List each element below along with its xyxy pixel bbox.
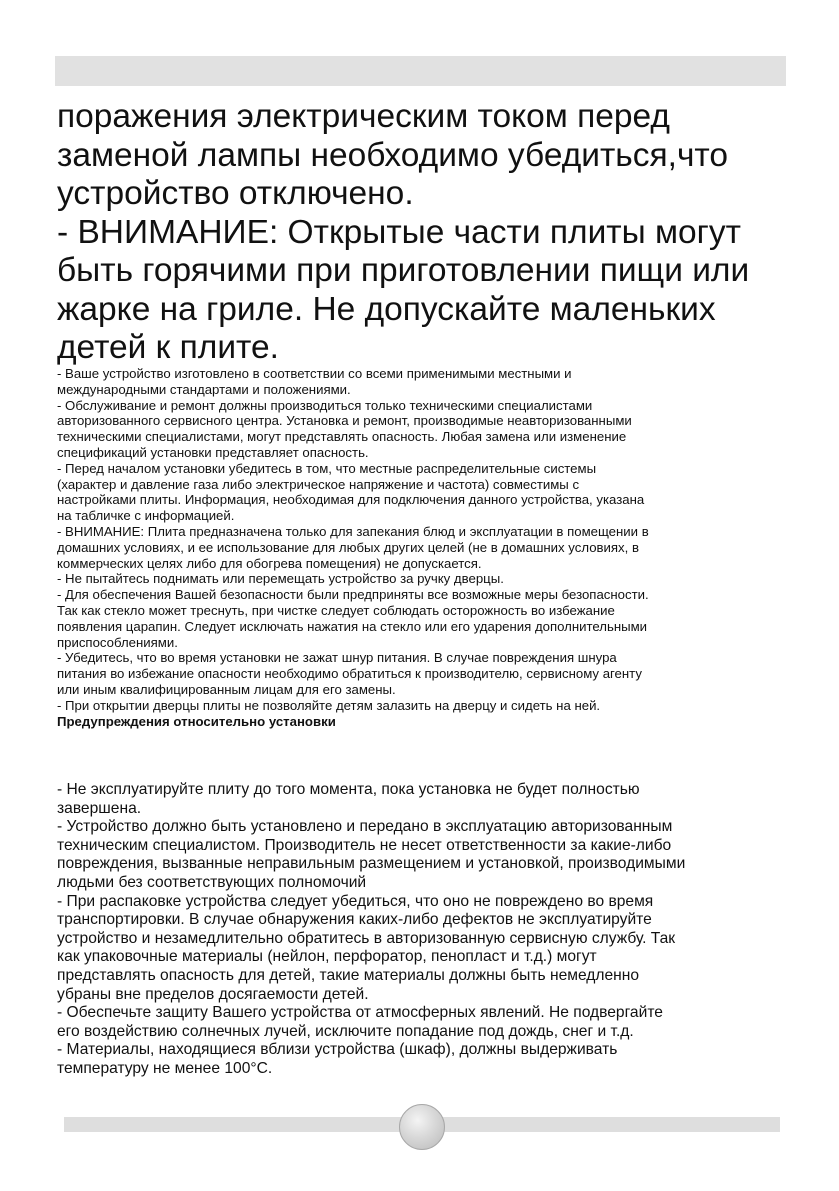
text-line: - ВНИМАНИЕ: Открытые части плиты могут (57, 213, 741, 251)
text-line: устройство и незамедлительно обратитесь в авторизованную сервисную службу. Так (57, 929, 676, 947)
installation-warnings (57, 781, 797, 1079)
text-line: на табличке с информацией. (57, 508, 235, 524)
text-line: повреждения, вызванные неправильным размещением и установкой, производимыми (57, 855, 686, 873)
warning-large-text (57, 98, 797, 368)
text-line: его воздействию солнечных лучей, исключите попадание под дождь, снег и т.д. (57, 1022, 634, 1040)
text-line: поражения электрическим током перед (57, 98, 670, 135)
text-line: настройками плиты. Информация, необходимая для подключения данного устройства, указана (57, 492, 645, 508)
text-line: - Убедитесь, что во время установки не зажат шнур питания. В случае повреждения шнура (57, 650, 617, 666)
text-line: - При распаковке устройства следует убедиться, что оно не повреждено во время (57, 892, 654, 910)
text-line: авторизованного сервисного центра. Установка и ремонт, производимые неавторизованными (57, 413, 632, 429)
text-line: заменой лампы необходимо убедиться,что (57, 136, 729, 174)
text-line: быть горячими при приготовлении пищи или (57, 252, 750, 289)
text-line: техническим специалистом. Производитель не несет ответственности за какие-либо (57, 836, 672, 854)
text-line: - Не пытайтесь поднимать или перемещать устройство за ручку дверцы. (57, 571, 504, 587)
text-line: появления царапин. Следует исключать нажатия на стекло или его ударения дополнительными (57, 618, 648, 634)
text-line: питания во избежание опасности необходимо обратиться к производителю, сервисному агенту (57, 666, 642, 682)
text-line: спецификаций установки представляет опасность. (57, 444, 369, 460)
text-line: убраны вне пределов досягаемости детей. (57, 985, 369, 1003)
text-line: Так как стекло может треснуть, при чистке следует соблюдать осторожность во избежание (57, 602, 615, 618)
text-line: температуру не менее 100°C. (57, 1059, 273, 1077)
text-line: - Материалы, находящиеся вблизи устройства (шкаф), должны выдерживать (57, 1041, 618, 1059)
text-line: - Обеспечьте защиту Вашего устройства от атмосферных явлений. Не подвергайте (57, 1004, 663, 1022)
text-line: устройство отключено. (57, 175, 414, 212)
text-line: детей к плите. (57, 329, 279, 366)
text-line: международными стандартами и положениями. (57, 381, 351, 397)
text-line: завершена. (57, 799, 142, 817)
text-line: - Для обеспечения Вашей безопасности были предприняты все возможные меры безопасности. (57, 587, 649, 603)
section-heading: Предупреждения относительно установки (57, 713, 336, 729)
text-line: людьми без соответствующих полномочий (57, 873, 367, 891)
text-line: - ВНИМАНИЕ: Плита предназначена только для запекания блюд и эксплуатации в помещении в (57, 523, 649, 539)
text-line: - Устройство должно быть установлено и передано в эксплуатацию авторизованным (57, 818, 673, 836)
text-line: техническими специалистами, могут представлять опасность. Любая замена или изменение (57, 429, 627, 445)
header-bar (55, 56, 786, 86)
text-line: - Обслуживание и ремонт должны производиться только техническими специалистами (57, 397, 593, 413)
text-line: приспособлениями. (57, 634, 178, 650)
text-line: - При открытии дверцы плиты не позволяйте детям залазить на дверцу и сидеть на ней. (57, 697, 601, 713)
text-line: - Не эксплуатируйте плиту до того момента, пока установка не будет полностью (57, 781, 640, 798)
text-line: (характер и давление газа либо электрическое напряжение и частота) совместимы с (57, 476, 580, 492)
safety-instructions (57, 366, 797, 729)
text-line: жарке на гриле. Не допускайте маленьких (57, 290, 716, 328)
text-line: - Ваше устройство изготовлено в соответствии со всеми применимыми местными и (57, 366, 572, 381)
text-line: транспортировки. В случае обнаружения каких-либо дефектов не эксплуатируйте (57, 911, 652, 929)
text-line: домашних условиях, и ее использование для любых других целей (не в домашних условиях, в (57, 539, 639, 555)
text-line: - Перед началом установки убедитесь в том, что местные распределительные системы (57, 460, 597, 476)
page-number-circle (399, 1104, 445, 1150)
text-line: как упаковочные материалы (нейлон, перфоратор, пенопласт и т.д.) могут (57, 948, 597, 966)
text-line: представлять опасность для детей, такие материалы должны быть немедленно (57, 966, 640, 984)
text-line: коммерческих целях либо для обогрева помещения) не допускается. (57, 555, 482, 571)
text-line: или иным квалифицированным лицам для его замены. (57, 681, 396, 697)
